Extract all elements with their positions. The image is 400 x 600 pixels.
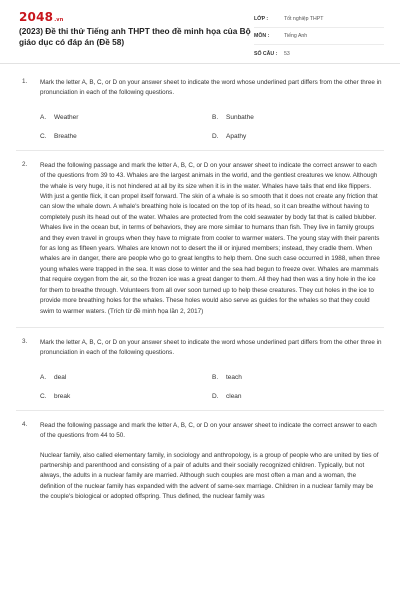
- option-letter: A.: [40, 113, 47, 121]
- question-number: 2.: [22, 160, 28, 168]
- answer-options: [40, 114, 382, 140]
- meta-row-class: [254, 11, 384, 28]
- divider: [16, 150, 384, 151]
- option-text: teach: [226, 373, 242, 381]
- question-number: 3.: [22, 337, 28, 345]
- logo-suffix: .vn: [54, 17, 64, 23]
- site-logo[interactable]: [19, 10, 64, 24]
- option-text: Apathy: [226, 132, 247, 140]
- question-2: [0, 161, 400, 317]
- option-a[interactable]: [40, 374, 212, 381]
- option-letter: C.: [40, 132, 47, 140]
- question-number: 4.: [22, 420, 28, 428]
- option-b[interactable]: [212, 114, 384, 121]
- option-c[interactable]: [40, 393, 212, 400]
- meta-label: LỚP :: [254, 16, 269, 22]
- question-1: [0, 78, 400, 140]
- question-list: [0, 78, 400, 503]
- option-text: clean: [226, 392, 242, 400]
- question-3: [0, 338, 400, 400]
- option-b[interactable]: [212, 374, 384, 381]
- option-text: Weather: [54, 113, 79, 121]
- option-letter: D.: [212, 392, 219, 400]
- meta-row-count: [254, 45, 384, 62]
- option-letter: A.: [40, 373, 47, 381]
- meta-label: SỐ CÂU :: [254, 50, 278, 57]
- meta-value: Tiếng Anh: [284, 33, 308, 39]
- document-title: (2023) Đề thi thử Tiếng anh THPT theo đề minh họa của Bộ giáo dục có đáp án (Đề 58): [19, 26, 251, 47]
- divider: [16, 327, 384, 328]
- option-text: Sunbathe: [226, 113, 254, 121]
- option-a[interactable]: [40, 114, 212, 121]
- question-text: Read the following passage and mark the letter A, B, C, or D on your answer sheet to indicate the correct answer to each of the questions from 44 to 50.: [40, 421, 377, 440]
- question-number: 1.: [22, 78, 28, 85]
- reading-passage: Nuclear family, also called elementary family, in sociology and anthropology, is a group of people who are united by ties of partnership and parenthood and consisting of a pair of adults and their socially recognized children. Typically, but not always, the adults in a nuclear family are married. Although such couples are most often a man and a woman, the definition of the nuclear family has expanded with the advent of same-sex marriage. Children in a nuclear family may be the couple's biological or adopted offspring. Thus defined, the nuclear family was: [40, 451, 379, 501]
- option-d[interactable]: [212, 393, 384, 400]
- logo-text: 2048: [19, 10, 54, 24]
- option-letter: B.: [212, 113, 219, 121]
- question-text: Mark the letter A, B, C, or D on your answer sheet to indicate the word whose underlined part differs from the other three in pronunciation in each of the following questions.: [40, 338, 382, 357]
- meta-row-subject: [254, 28, 384, 45]
- divider: [16, 410, 384, 411]
- option-letter: C.: [40, 392, 47, 400]
- exam-meta: [254, 11, 384, 62]
- question-4: [0, 421, 400, 503]
- meta-value: 53: [284, 50, 290, 57]
- page-header: [0, 0, 400, 64]
- option-text: break: [54, 392, 71, 400]
- option-c[interactable]: [40, 133, 212, 140]
- option-text: deal: [54, 373, 67, 381]
- meta-label: MÔN :: [254, 33, 270, 39]
- option-d[interactable]: [212, 133, 384, 140]
- meta-value: Tốt nghiệp THPT: [284, 16, 324, 22]
- answer-options: [40, 374, 382, 400]
- question-text: Mark the letter A, B, C, or D on your answer sheet to indicate the word whose underlined part differs from the other three in pronunciation in each of the following questions.: [40, 79, 382, 97]
- option-letter: B.: [212, 373, 219, 381]
- option-letter: D.: [212, 132, 219, 140]
- question-text: Read the following passage and mark the letter A, B, C, or D on your answer sheet to indicate the correct answer to each of the questions from 39 to 43. Whales are the largest animals in the world, and the gentlest creatures we know. Although the whale is very huge, it is not hindered at all by its size when it is in the water. Whales have tails that end like flippers. With just a gentle flick, it can propel itself forward. The skin of a whale is so smooth that it does not create any friction that can slow the whale down. A whale's breathing hole is located on the top of its head, so it can breathe without having to completely push its head out of the water. Whales are protected from the cold seawater by body fat that is called blubber. Whales live in the ocean but, in terms of behaviors, they are more similar to humans than fish. They live in family groups and they even travel in groups when they have to migrate from cooler to warmer waters. The young stay with their parents for as long as fifteen years. Whales are known not to desert the ill or injured members; instead, they cradle them. When whales are in danger, there are people who go to great lengths to help them. One such case occurred in 1988, when three young whales were trapped in the sea. It was close to winter and the sea had begun to freeze over. Whales are mammals that require oxygen from the air, so the frozen ice was a great danger to them. All they had then was a tiny hole in the ice for them to breathe through. Volunteers from all over soon turned up to help these creatures. They cut holes in the ice to provide more breathing holes for the whales. These holes would also serve as guides for the whales so that they could swim to warmer waters. (Trích từ đề minh họa lần 2, 2017): [40, 161, 380, 315]
- option-text: Breathe: [54, 132, 77, 140]
